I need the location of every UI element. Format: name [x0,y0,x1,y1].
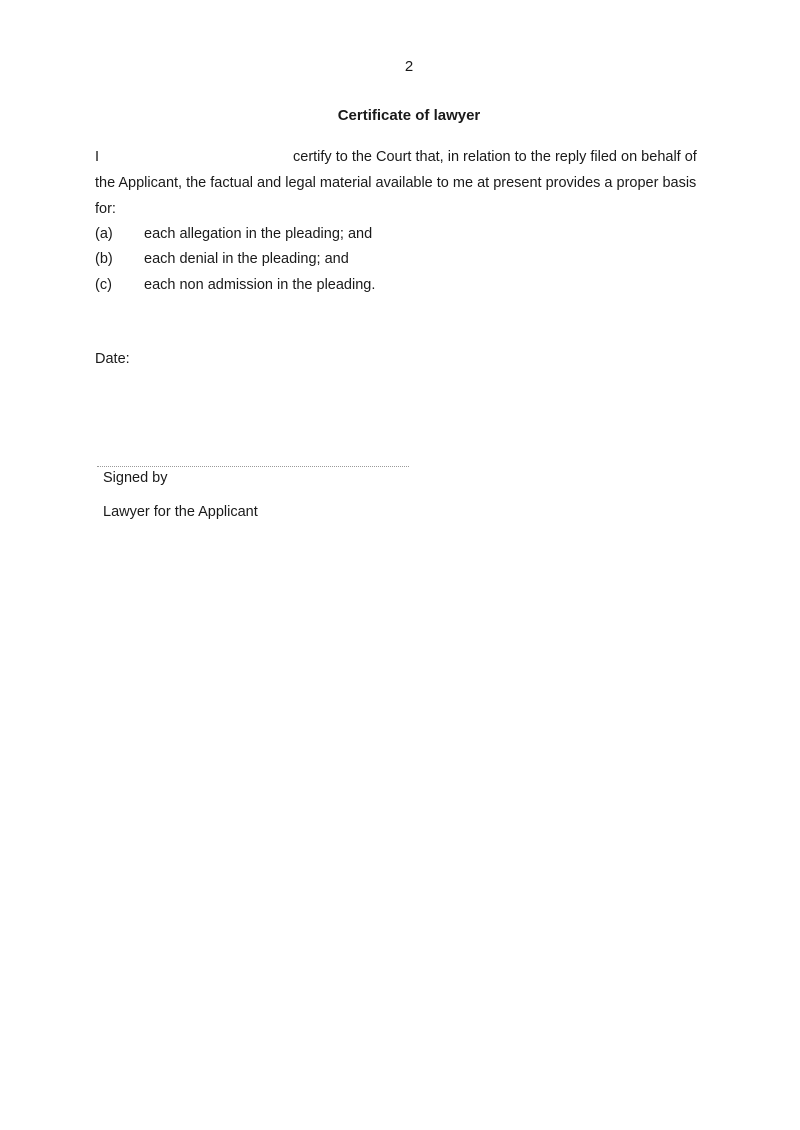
document-title: Certificate of lawyer [337,107,481,124]
page-number: 2 [404,58,414,75]
list-item-text-c: each non admission in the pleading. [144,277,376,293]
certification-line-3: for: [95,201,116,217]
certification-line-2: the Applicant, the factual and legal material available to me at present provides a proper basis [95,175,697,191]
signature-line [97,466,409,467]
list-item-text-b: each denial in the pleading; and [144,251,349,267]
signed-by-label: Signed by [103,470,168,486]
list-item-label-c: (c) [95,277,112,293]
list-item-label-a: (a) [95,226,113,242]
lawyer-role-label: Lawyer for the Applicant [103,504,258,520]
certifier-pronoun: I [95,149,100,165]
certification-line-1: certify to the Court that, in relation to the reply filed on behalf of [293,149,697,165]
list-item-text-a: each allegation in the pleading; and [144,226,373,242]
date-label: Date: [95,351,130,367]
list-item-label-b: (b) [95,251,113,267]
